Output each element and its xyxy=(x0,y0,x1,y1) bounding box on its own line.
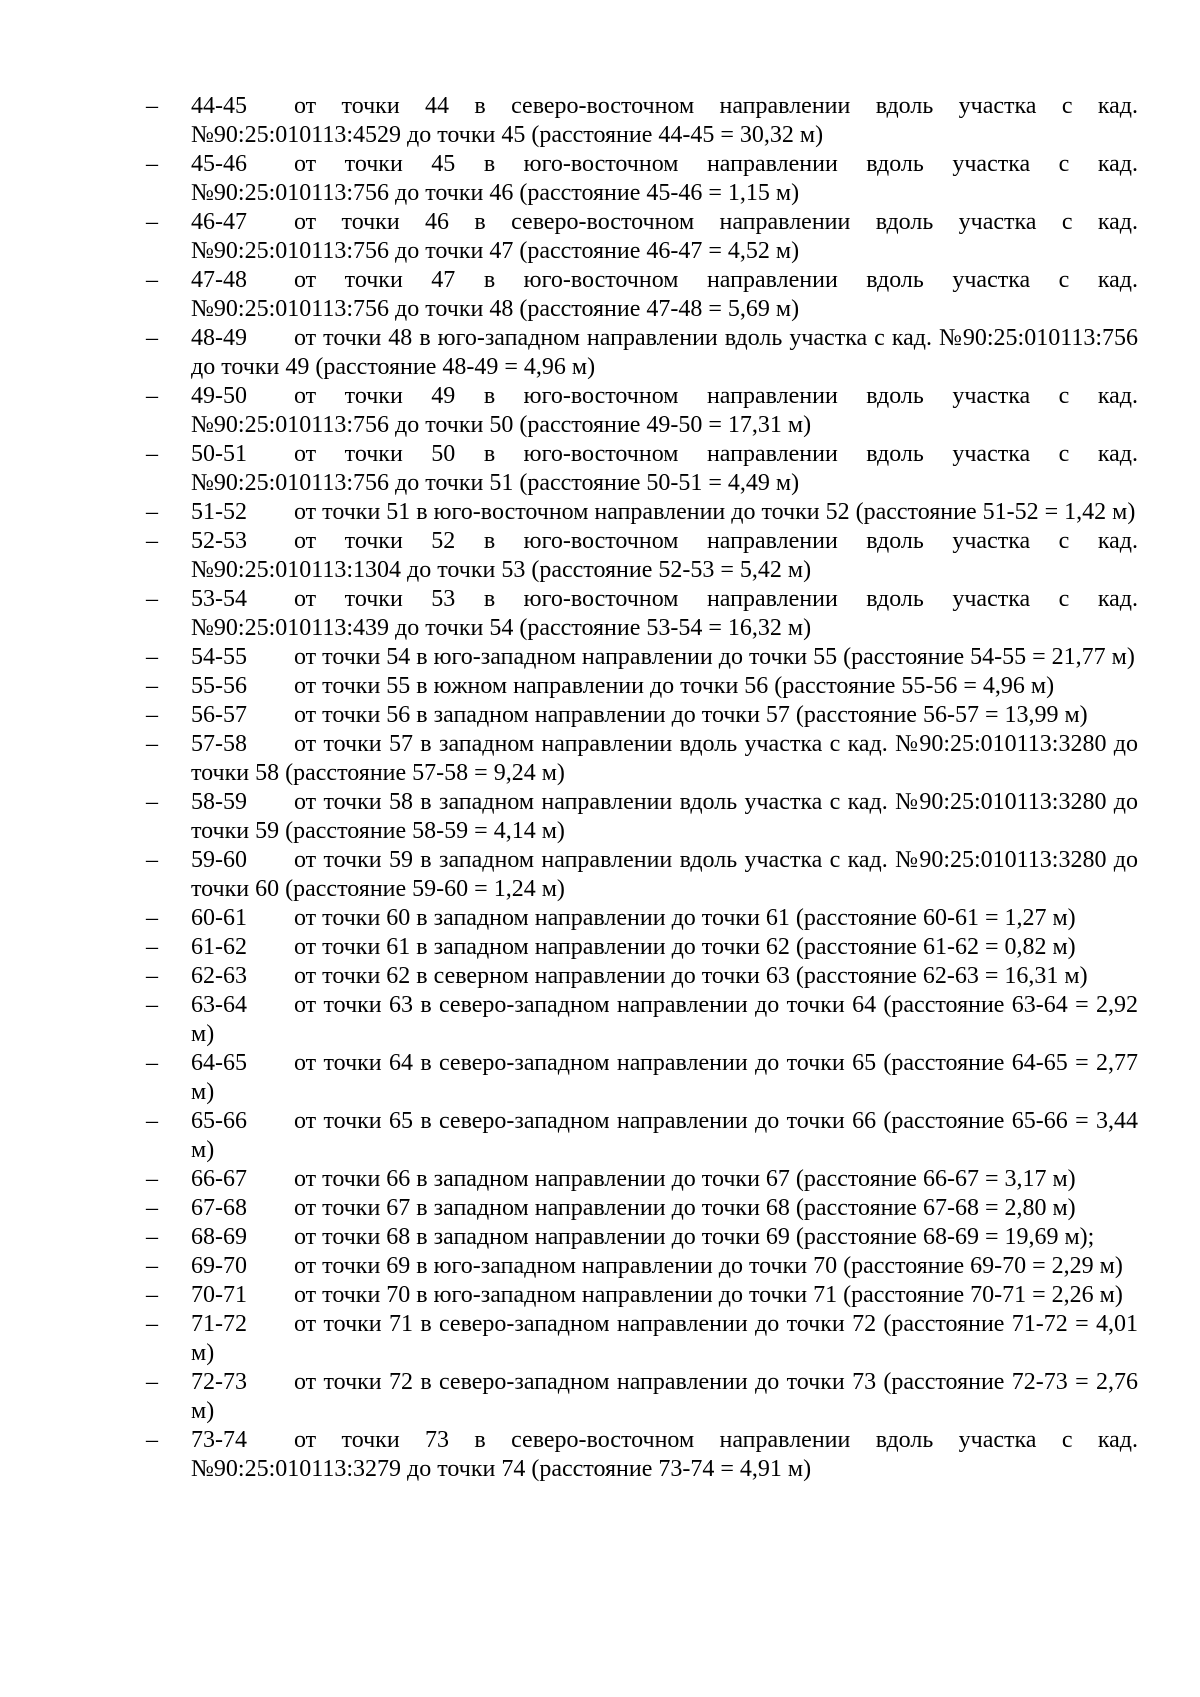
segment-description: от точки 46 в северо-восточном направлении вдоль участка с кад. №90:25:010113:756 до точки 47 (расстояние 46-47 = 4,52 м) xyxy=(191,209,1138,264)
segment-description: от точки 52 в юго-восточном направлении вдоль участка с кад. №90:25:010113:1304 до точки 53 (расстояние 52-53 = 5,42 м) xyxy=(191,528,1138,583)
segment-description: от точки 51 в юго-восточном направлении до точки 52 (расстояние 51-52 = 1,42 м) xyxy=(294,499,1136,525)
boundary-segment-item xyxy=(146,1165,1138,1194)
list-dash: – xyxy=(146,499,158,525)
list-dash: – xyxy=(146,905,158,931)
segment-label: 48-49 xyxy=(191,325,247,351)
segment-label: 55-56 xyxy=(191,673,247,699)
list-dash: – xyxy=(146,992,158,1018)
boundary-segment-item xyxy=(146,701,1138,730)
segment-label: 46-47 xyxy=(191,209,247,235)
boundary-segment-item xyxy=(146,672,1138,701)
segment-label: 68-69 xyxy=(191,1224,247,1250)
list-dash: – xyxy=(146,963,158,989)
list-dash: – xyxy=(146,644,158,670)
boundary-segment-item xyxy=(146,1194,1138,1223)
segment-description: от точки 50 в юго-восточном направлении вдоль участка с кад. №90:25:010113:756 до точки 51 (расстояние 50-51 = 4,49 м) xyxy=(191,441,1138,496)
segment-description: от точки 60 в западном направлении до точки 61 (расстояние 60-61 = 1,27 м) xyxy=(294,905,1076,931)
segment-label: 58-59 xyxy=(191,789,247,815)
segment-label: 53-54 xyxy=(191,586,247,612)
boundary-segment-item xyxy=(146,1252,1138,1281)
boundary-segment-item xyxy=(146,904,1138,933)
segment-label: 69-70 xyxy=(191,1253,247,1279)
list-dash: – xyxy=(146,151,158,177)
segment-description: от точки 58 в западном направлении вдоль участка с кад. №90:25:010113:3280 до точки 59 (расстояние 58-59 = 4,14 м) xyxy=(191,789,1138,844)
list-dash: – xyxy=(146,789,158,815)
segment-description: от точки 72 в северо-западном направлении до точки 73 (расстояние 72-73 = 2,76 м) xyxy=(191,1369,1138,1424)
segment-description: от точки 67 в западном направлении до точки 68 (расстояние 67-68 = 2,80 м) xyxy=(294,1195,1076,1221)
segment-label: 67-68 xyxy=(191,1195,247,1221)
list-dash: – xyxy=(146,934,158,960)
boundary-segment-item xyxy=(146,324,1138,382)
segment-label: 73-74 xyxy=(191,1427,247,1453)
list-dash: – xyxy=(146,1311,158,1337)
boundary-segment-item xyxy=(146,92,1138,150)
boundary-segment-item xyxy=(146,150,1138,208)
segment-label: 50-51 xyxy=(191,441,247,467)
segment-label: 63-64 xyxy=(191,992,247,1018)
list-dash: – xyxy=(146,1427,158,1453)
boundary-segment-item xyxy=(146,1310,1138,1368)
segment-label: 65-66 xyxy=(191,1108,247,1134)
list-dash: – xyxy=(146,702,158,728)
segment-label: 49-50 xyxy=(191,383,247,409)
list-dash: – xyxy=(146,586,158,612)
list-dash: – xyxy=(146,1108,158,1134)
segment-description: от точки 65 в северо-западном направлении до точки 66 (расстояние 65-66 = 3,44 м) xyxy=(191,1108,1138,1163)
segment-label: 72-73 xyxy=(191,1369,247,1395)
boundary-segment-item xyxy=(146,440,1138,498)
segment-label: 71-72 xyxy=(191,1311,247,1337)
segment-description: от точки 66 в западном направлении до точки 67 (расстояние 66-67 = 3,17 м) xyxy=(294,1166,1076,1192)
list-dash: – xyxy=(146,325,158,351)
list-dash: – xyxy=(146,1195,158,1221)
list-dash: – xyxy=(146,441,158,467)
boundary-segment-item xyxy=(146,788,1138,846)
boundary-segment-item xyxy=(146,1426,1138,1484)
boundary-segment-item xyxy=(146,1223,1138,1252)
segment-description: от точки 59 в западном направлении вдоль участка с кад. №90:25:010113:3280 до точки 60 (расстояние 59-60 = 1,24 м) xyxy=(191,847,1138,902)
list-dash: – xyxy=(146,847,158,873)
segment-label: 47-48 xyxy=(191,267,247,293)
segment-description: от точки 56 в западном направлении до точки 57 (расстояние 56-57 = 13,99 м) xyxy=(294,702,1088,728)
segment-label: 45-46 xyxy=(191,151,247,177)
list-dash: – xyxy=(146,1224,158,1250)
boundary-segment-item xyxy=(146,1368,1138,1426)
boundary-segment-item xyxy=(146,991,1138,1049)
segment-label: 56-57 xyxy=(191,702,247,728)
segment-description: от точки 49 в юго-восточном направлении вдоль участка с кад. №90:25:010113:756 до точки 50 (расстояние 49-50 = 17,31 м) xyxy=(191,383,1138,438)
segment-description: от точки 53 в юго-восточном направлении вдоль участка с кад. №90:25:010113:439 до точки 54 (расстояние 53-54 = 16,32 м) xyxy=(191,586,1138,641)
boundary-segment-item xyxy=(146,962,1138,991)
segment-description: от точки 48 в юго-западном направлении вдоль участка с кад. №90:25:010113:756 до точки 49 (расстояние 48-49 = 4,96 м) xyxy=(191,325,1138,380)
segment-label: 61-62 xyxy=(191,934,247,960)
segment-label: 59-60 xyxy=(191,847,247,873)
segment-description: от точки 68 в западном направлении до точки 69 (расстояние 68-69 = 19,69 м); xyxy=(294,1224,1095,1250)
segment-label: 60-61 xyxy=(191,905,247,931)
segment-description: от точки 57 в западном направлении вдоль участка с кад. №90:25:010113:3280 до точки 58 (расстояние 57-58 = 9,24 м) xyxy=(191,731,1138,786)
segment-description: от точки 55 в южном направлении до точки 56 (расстояние 55-56 = 4,96 м) xyxy=(294,673,1055,699)
list-dash: – xyxy=(146,1253,158,1279)
boundary-segment-item xyxy=(146,208,1138,266)
boundary-segment-item xyxy=(146,498,1138,527)
boundary-segment-item xyxy=(146,846,1138,904)
segment-label: 70-71 xyxy=(191,1282,247,1308)
segment-label: 62-63 xyxy=(191,963,247,989)
segment-description: от точки 73 в северо-восточном направлении вдоль участка с кад. №90:25:010113:3279 до точки 74 (расстояние 73-74 = 4,91 м) xyxy=(191,1427,1138,1482)
segment-label: 66-67 xyxy=(191,1166,247,1192)
list-dash: – xyxy=(146,383,158,409)
boundary-segment-item xyxy=(146,1107,1138,1165)
segment-description: от точки 71 в северо-западном направлении до точки 72 (расстояние 71-72 = 4,01 м) xyxy=(191,1311,1138,1366)
boundary-segment-item xyxy=(146,1281,1138,1310)
segment-label: 54-55 xyxy=(191,644,247,670)
segment-description: от точки 47 в юго-восточном направлении вдоль участка с кад. №90:25:010113:756 до точки 48 (расстояние 47-48 = 5,69 м) xyxy=(191,267,1138,322)
boundary-segment-item xyxy=(146,382,1138,440)
segment-label: 64-65 xyxy=(191,1050,247,1076)
list-dash: – xyxy=(146,267,158,293)
segment-description: от точки 45 в юго-восточном направлении вдоль участка с кад. №90:25:010113:756 до точки 46 (расстояние 45-46 = 1,15 м) xyxy=(191,151,1138,206)
list-dash: – xyxy=(146,1166,158,1192)
segment-description: от точки 61 в западном направлении до точки 62 (расстояние 61-62 = 0,82 м) xyxy=(294,934,1076,960)
list-dash: – xyxy=(146,209,158,235)
boundary-segment-item xyxy=(146,585,1138,643)
segment-label: 57-58 xyxy=(191,731,247,757)
list-dash: – xyxy=(146,528,158,554)
segment-label: 44-45 xyxy=(191,93,247,119)
segment-description: от точки 44 в северо-восточном направлении вдоль участка с кад. №90:25:010113:4529 до точки 45 (расстояние 44-45 = 30,32 м) xyxy=(191,93,1138,148)
boundary-segment-item xyxy=(146,933,1138,962)
segment-description: от точки 62 в северном направлении до точки 63 (расстояние 62-63 = 16,31 м) xyxy=(294,963,1088,989)
segment-description: от точки 63 в северо-западном направлении до точки 64 (расстояние 63-64 = 2,92 м) xyxy=(191,992,1138,1047)
segment-description: от точки 70 в юго-западном направлении до точки 71 (расстояние 70-71 = 2,26 м) xyxy=(294,1282,1123,1308)
segment-label: 51-52 xyxy=(191,499,247,525)
segment-description: от точки 69 в юго-западном направлении до точки 70 (расстояние 69-70 = 2,29 м) xyxy=(294,1253,1123,1279)
boundary-segment-item xyxy=(146,1049,1138,1107)
boundary-segment-list xyxy=(146,92,1138,1484)
boundary-segment-item xyxy=(146,266,1138,324)
list-dash: – xyxy=(146,93,158,119)
list-dash: – xyxy=(146,1050,158,1076)
boundary-segment-item xyxy=(146,643,1138,672)
segment-label: 52-53 xyxy=(191,528,247,554)
segment-description: от точки 54 в юго-западном направлении до точки 55 (расстояние 54-55 = 21,77 м) xyxy=(294,644,1135,670)
boundary-segment-item xyxy=(146,730,1138,788)
segment-description: от точки 64 в северо-западном направлении до точки 65 (расстояние 64-65 = 2,77 м) xyxy=(191,1050,1138,1105)
list-dash: – xyxy=(146,1369,158,1395)
list-dash: – xyxy=(146,1282,158,1308)
boundary-segment-item xyxy=(146,527,1138,585)
list-dash: – xyxy=(146,731,158,757)
list-dash: – xyxy=(146,673,158,699)
